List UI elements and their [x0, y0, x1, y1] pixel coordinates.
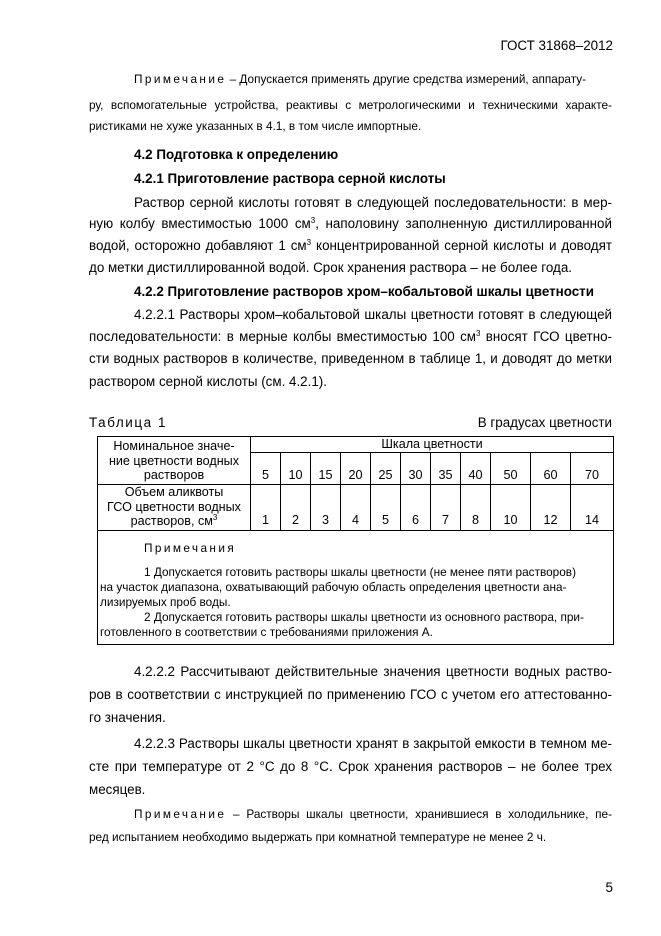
scale-cell: 20: [341, 452, 371, 484]
scale-cell: 15: [311, 452, 341, 484]
note-1-text: – Допускается применять другие средства измерений, аппарату-: [229, 72, 587, 86]
note-1-line-2: [89, 98, 612, 112]
note-1-line: на участок диапазона, охватывающий рабочую область определения цветности ана-: [100, 579, 567, 594]
section-4-2-2-1-line-3: [89, 351, 612, 366]
note-1-line: лизируемых проб воды.: [100, 594, 231, 609]
s2223-line-2-text: сте при температуре от 2 °С до 8 °С. Срок хранения растворов – не более трех: [89, 759, 612, 774]
aliquot-cell: 4: [341, 484, 371, 530]
color-scale-table: [97, 436, 614, 645]
header-line: растворов: [143, 468, 205, 482]
standard-number: ГОСТ 31868–2012: [500, 38, 613, 53]
note-1-line: 1 Допускается готовить растворы шкалы цветности (не менее пяти растворов): [144, 564, 576, 579]
aliquot-cell: 3: [311, 484, 341, 530]
note-2-label: Примечание: [134, 807, 227, 821]
scale-cell: 10: [281, 452, 311, 484]
scale-cell: 40: [461, 452, 491, 484]
page-number: 5: [605, 880, 613, 895]
note-2-line-2: ред испытанием необходимо выдержать при комнатной температуре не менее 2 ч.: [89, 830, 547, 844]
section-4-2-2-2-line-2: [89, 687, 612, 702]
aliquot-header: [98, 484, 251, 530]
p1-line-2b: вносят ГСО цветно-: [480, 329, 612, 344]
aliquot-cell: 14: [571, 484, 614, 530]
scale-cell: 5: [251, 452, 281, 484]
scale-cell: 50: [491, 452, 531, 484]
section-4-2-1-line-3: [89, 238, 612, 253]
p1-line-3-text: сти водных растворов в количестве, приведенном в таблице 1, и доводят до метки: [89, 351, 612, 366]
aliquot-cell: 1: [251, 484, 281, 530]
section-4-2-2-2-line-1: [134, 664, 612, 679]
header-line: Номинальное значе-: [113, 439, 235, 453]
notes-title: Примечания: [144, 540, 237, 555]
note-1-label: Примечание: [134, 72, 227, 86]
section-4-2-2-2-line-3: го значения.: [89, 710, 166, 725]
line-3b: концентрированной серной кислоты и доводят: [311, 238, 612, 253]
section-4-2-2-3-line-1: [134, 736, 612, 751]
aliquot-cell: 5: [371, 484, 401, 530]
scale-cell: 30: [401, 452, 431, 484]
section-4-2-1-line-2: [89, 216, 612, 231]
aliquot-cell: 8: [461, 484, 491, 530]
note-2-line-1: [134, 807, 612, 821]
section-4-2-2-3-line-3: месяцев.: [89, 782, 146, 797]
line-2a: ную колбу вместимостью 1000 см: [89, 216, 311, 231]
scale-cell: 35: [431, 452, 461, 484]
nominal-value-header: [98, 437, 251, 485]
note-1-line-3: ристиками не хуже указанных в 4.1, в том числе импортные.: [89, 119, 422, 133]
scale-cell: 25: [371, 452, 401, 484]
section-4-2-2-1-line-1: [134, 307, 612, 322]
aliquot-cell: 2: [281, 484, 311, 530]
line-2b: , наполовину заполненную дистиллированной: [315, 216, 612, 231]
scale-cell: 70: [571, 452, 614, 484]
sup-cm3: 3: [310, 216, 316, 225]
line-3a: водой, осторожно добавляют 1 см: [89, 238, 307, 253]
s2222-line-2-text: ров в соответствии с инструкцией по применению ГСО с учетом его аттестованно-: [89, 687, 612, 702]
aliquot-cell: 6: [401, 484, 431, 530]
aliquot-cell: 12: [531, 484, 571, 530]
header-line: Объем аликвоты: [124, 485, 224, 500]
aliquot-row: [98, 484, 614, 530]
note-1-line-2-text: ру, вспомогательные устройства, реактивы с метрологическими и техническими характе-: [89, 98, 612, 112]
table-units: В градусах цветности: [477, 415, 612, 430]
sup-cm3: 3: [306, 238, 312, 247]
aliquot-cell: 7: [431, 484, 461, 530]
section-4-2-1-line-1: [134, 195, 612, 210]
section-4-2-2-heading: 4.2.2 Приготовление растворов хром–кобальтовой шкалы цветности: [134, 284, 594, 299]
note-2-text: – Растворы шкалы цветности, хранившиеся в холодильнике, пе-: [226, 807, 612, 821]
aliquot-cell: 10: [491, 484, 531, 530]
p1-line-1-text: 4.2.2.1 Растворы хром–кобальтовой шкалы цветности готовят в следующей: [134, 307, 612, 322]
note-2-line: готовленного в соответствии с требованиями приложения А.: [100, 624, 433, 639]
note-1-line-1: [134, 72, 586, 86]
note-2-line: 2 Допускается готовить растворы шкалы цветности из основного раствора, при-: [144, 609, 584, 624]
scale-cell: 60: [531, 452, 571, 484]
s2222-line-1-text: 4.2.2.2 Рассчитывают действительные значения цветности водных раство-: [134, 664, 612, 679]
section-4-2-2-1-line-4: раствором серной кислоты (см. 4.2.1).: [89, 374, 327, 389]
scale-header: Шкала цветности: [251, 437, 614, 453]
section-4-2-heading: 4.2 Подготовка к определению: [134, 147, 339, 162]
section-4-2-1-line-4: до метки дистиллированной водой. Срок хранения раствора – не более года.: [89, 260, 573, 275]
table-notes: [98, 530, 614, 644]
section-4-2-1-heading: 4.2.1 Приготовление раствора серной кислоты: [134, 171, 446, 186]
header-line: ГСО цветности водных: [107, 499, 241, 514]
p1-line-2a: последовательности: в мерные колбы вместимостью 100 см: [89, 329, 476, 344]
s2223-line-1-text: 4.2.2.3 Растворы шкалы цветности хранят в закрытой емкости в темном ме-: [134, 736, 612, 751]
header-line: [98, 514, 250, 529]
header-last: растворов, см: [130, 514, 213, 529]
section-4-2-1-line-1-text: Раствор серной кислоты готовят в следующей последовательности: в мер-: [134, 195, 612, 210]
sup-cm3: 3: [212, 513, 218, 523]
notes-row: [98, 530, 614, 644]
section-4-2-2-3-line-2: [89, 759, 612, 774]
table-caption: Таблица 1: [89, 415, 168, 430]
header-line: ние цветности водных: [108, 453, 240, 468]
section-4-2-2-1-line-2: [89, 329, 612, 344]
sup-cm3: 3: [476, 329, 481, 338]
